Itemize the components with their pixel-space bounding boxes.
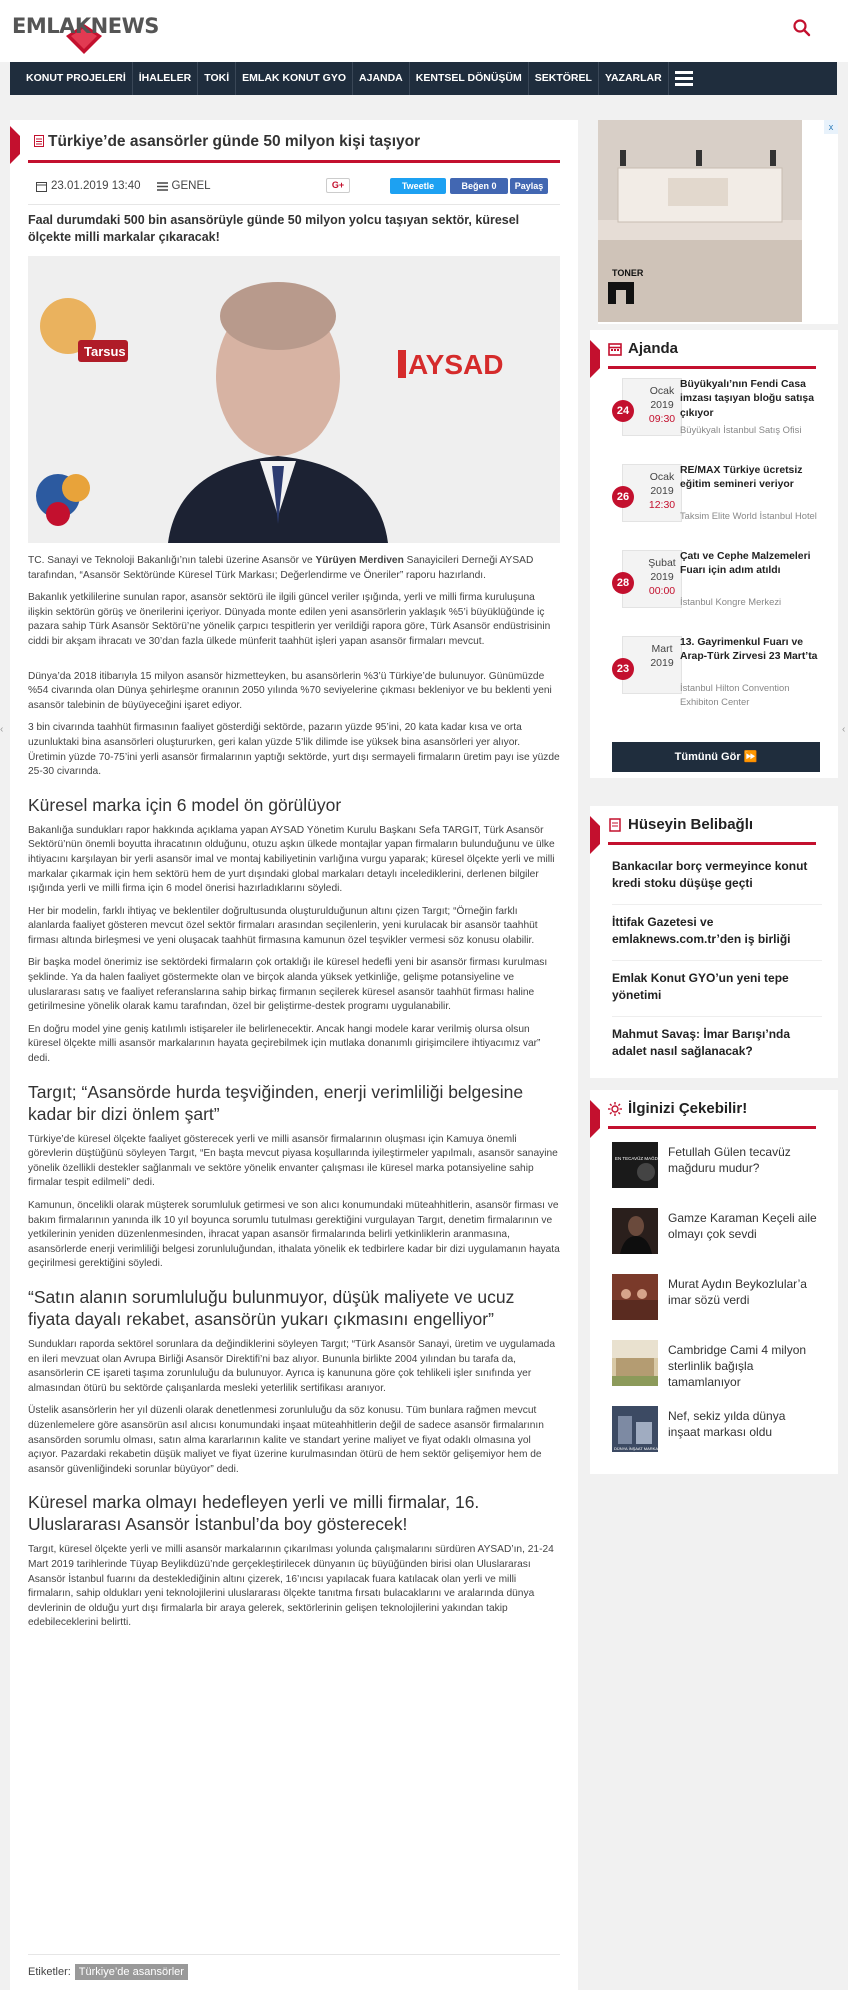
thumb-caption: DÜNYA İNŞAAT MARKASI [614, 1446, 662, 1451]
list-icon [157, 181, 168, 192]
agenda-item-title[interactable]: Çatı ve Cephe Malzemeleri Fuarı için adım atıldı [680, 551, 811, 577]
section-heading: Targıt; “Asansörde hurda teşviğinden, enerji verimliliği belgesine kadar bir dizi önlem şart” [28, 1081, 524, 1124]
agenda-item-place: İstanbul Kongre Merkezi [680, 596, 782, 607]
author-article-link[interactable]: İttifak Gazetesi ve emlaknews.com.tr’den iş birliği [612, 915, 791, 946]
related-item-title[interactable]: Fetullah Gülen tecavüz mağduru mudur? [668, 1145, 791, 1175]
related-thumb[interactable] [612, 1208, 658, 1254]
nav-item-emlak-konut-gyo[interactable]: EMLAK KONUT GYO [236, 62, 353, 95]
corner-ribbon-icon [590, 340, 600, 378]
paragraph: Sundukları raporda sektörel sorunlara da değindiklerini söyleyen Targıt; “Türk Asansör Sanayi, üretim ve uygulamada en ileri mevzuat olan Avrupa Birliği Asansör Direktifi’ni baz alıyor. Bununla birlikte 2004 yılından bu tarafa da, asansörlerin CE işareti taşıma zorunluluğu da bulunuyor. Ayrıca iş kanununa göre çok tehlikeli işler sınıfında yer almasından ötürü bu sektörde çalışanlarda mesleki yeterlilik sertifikası aranıyor. [28, 1338, 556, 1394]
related-item[interactable] [612, 1274, 822, 1320]
date-time: 00:00 [648, 585, 676, 597]
article-title: Türkiye’de asansörler günde 50 milyon kişi taşıyor [48, 133, 421, 150]
divider [28, 1954, 560, 1955]
paragraph: Dünya’da 2018 itibarıyla 15 milyon asansör hizmetteyken, bu asansörlerin %3’ü Türkiye’de bulunuyor. Günümüzde %54 civarında olan Dünya şehirleşme oranının 2050 yılında %70 seviyelerine çıkması bekleniyor ve bu beklenti yeni asansör talebinin de büyüyeceğini işaret ediyor. [28, 670, 552, 711]
related-item-title[interactable]: Cambridge Cami 4 milyon sterlinlik bağışla tamamlanıyor [668, 1343, 807, 1389]
inline-link-yuruyen-merdiven[interactable]: Yürüyen Merdiven [315, 555, 404, 566]
scroll-right-arrow[interactable]: ‹ [842, 724, 846, 735]
related-thumb[interactable] [612, 1274, 658, 1320]
agenda-item-title[interactable]: RE/MAX Türkiye ücretsiz eğitim semineri veriyor [680, 465, 803, 491]
hamburger-icon[interactable] [669, 62, 699, 95]
agenda-item[interactable] [612, 636, 822, 720]
title-underline [608, 1126, 816, 1129]
logo-text-emlak: EMLAK [12, 14, 91, 38]
author-title[interactable] [608, 816, 753, 833]
title-underline [608, 842, 816, 845]
related-item-title[interactable]: Murat Aydın Beykozlular’a imar sözü verdi [668, 1277, 807, 1307]
nav-item-kentsel-donusum[interactable]: KENTSEL DÖNÜŞÜM [410, 62, 529, 95]
hero-photo [28, 256, 560, 543]
site-logo[interactable] [12, 10, 159, 56]
date-month: Şubat [648, 557, 676, 569]
date-day-badge: 23 [612, 658, 634, 680]
related-item[interactable] [612, 1142, 822, 1188]
related-item-title[interactable]: Gamze Karaman Keçeli aile olmayı çok sevdi [668, 1211, 817, 1241]
nav-item-sektorel[interactable]: SEKTÖREL [529, 62, 599, 95]
advertisement[interactable] [598, 120, 838, 324]
corner-ribbon-icon [10, 126, 20, 164]
related-item[interactable] [612, 1208, 822, 1254]
paragraph: Üstelik asansörlerin her yıl düzenli olarak denetlenmesi zorunluluğu da söz konusu. Tüm bunlara rağmen mevcut düzenlemelere göre asansörün asıl alıcısı konumundaki inşaat müteahhitlerin değil de sadece asansör firmalarının asansörden sorumlu olması, satın alma kararlarının kalite ve standart yerine maliyet ve fiyat odaklı olmasına yol açıyor. Pazardaki rekabetin düşük maliyet ve fiyat üzerine kurulmasından ötürü de hem sektör gelişemiyor hem de asansör güvenliğindeki sorunlar büyüyor” dedi. [28, 1405, 544, 1475]
related-title [608, 1100, 747, 1117]
nav-item-ihaleler[interactable]: İHALELER [133, 62, 199, 95]
paragraph: Kamunun, öncelikli olarak müşterek sorumluluk getirmesi ve son alıcı konumundaki müteahhitlerin, asansör firması ve bakım firmalarının yanında ilk 10 yıl boyunca sorumlu tutulması gerektiğini vurgulayan Targıt, denetim firmalarının ve yetkilerinin yeniden düzenlenmesinden, ihracat yapan asansör firmalarında belirli yetkinliklerin aranmasına, asansörlerde enerji verimliliği belgesi zorunluluğundan, ithalata yönelik ek tedbirlere kadar bir dizi uygulamanın hayata geçirilmesi gerektiğini söyledi. [28, 1200, 560, 1270]
paragraph: Bakanlık yetkililerine sunulan rapor, asansör sektörü ile ilgili güncel veriler ışığında, yerli ve milli firma kuruluşuna ilişkin sektörün görüş ve önerilerini içeriyor. Dünyada monte edilen yeni asansörlerin yaklaşık %5’i büyüklüğünde iç pazara sahip Türk Asansör Sektörü’ne yönelik çarpıcı tespitlerin yer verildiği rapora göre, Türk Asansör endüstrisinin ciddi bir akşam ihracatı ve 30’dan fazla ülkede münferit taahhüt işleri yapan asansör firmaları mevcut. [28, 592, 551, 647]
date-year: 2019 [650, 657, 674, 669]
paragraph: Her bir modelin, farklı ihtiyaç ve beklentiler doğrultusunda oluşturulduğunun altını çizen Targıt; “Örneğin farklı alanlarda faaliyet gösteren mevcut özel sektör firmaları arasından seçilenlerin, yeni kurulacak bir asansör taahhüt firması altında birleşmesi ve yeni oluşacak taahhüt firmasına kamunun özel teşvikler vermesi söz konusu olabilir. [28, 905, 538, 946]
agenda-item-place: İstanbul Hilton Convention Exhibiton Center [680, 682, 790, 707]
related-thumb[interactable] [612, 1406, 662, 1452]
nav-item-konut-projeleri[interactable]: KONUT PROJELERİ [20, 62, 133, 95]
related-thumb[interactable] [612, 1142, 668, 1188]
paragraph: 3 bin civarında taahhüt firmasının faaliyet gösterdiği sektörde, pazarın yüzde 95’ini, 20 kata kadar kısa ve orta uzunluktaki bina asansörleri oluştururken, geri kalan yüzde 5’lik dilimde ise yüksek bina asansörleri yer alıyor. Üretimin yüzde 70-75’ini yerli asansör firmalarının yaptığı sektörde, yurt dışı sermayeli firmaların üretim payı ise yüzde 25-30 civarında. [28, 722, 560, 778]
divider [612, 904, 822, 905]
paragraph [28, 554, 560, 583]
title-underline [608, 366, 816, 369]
corner-ribbon-icon [590, 1100, 600, 1138]
paragraph-text: Sanayicileri Derneği AYSAD tarafından, “Asansör Sektöründe Küresel Türk Markası; Değerlendirme ve Öneriler” raporu hazırlandı. [28, 555, 534, 581]
agenda-title-text: Ajanda [628, 340, 679, 357]
thumb-caption: EN TECAVÜZ MAĞDURU [615, 1156, 668, 1161]
author-name[interactable]: Hüseyin Belibağlı [628, 816, 754, 833]
corner-ribbon-icon [590, 816, 600, 854]
section-heading: Küresel marka olmayı hedefleyen yerli ve milli firmalar, 16. Uluslararası Asansör İstanbul’da boy gösterecek! [28, 1492, 480, 1535]
see-all-button[interactable]: Tümünü Gör ⏩ [612, 742, 820, 772]
related-item-title[interactable]: Nef, sekiz yılda dünya inşaat markası oldu [668, 1409, 786, 1439]
article-card [10, 120, 578, 1990]
article-category[interactable] [157, 180, 211, 192]
document-icon [34, 135, 44, 147]
ad-close-icon[interactable]: x [824, 120, 838, 134]
hero-logo-tarsus: Tarsus [84, 344, 126, 359]
title-underline [28, 160, 560, 163]
agenda-widget [590, 330, 838, 778]
agenda-item-place: Büyükyalı İstanbul Satış Ofisi [680, 424, 802, 435]
tag-link[interactable]: Türkiye’de asansörler [75, 1964, 188, 1980]
hero-logo-aysad: AYSAD [408, 349, 504, 380]
agenda-item-title[interactable]: 13. Gayrimenkul Fuarı ve Arap-Türk Zirvesi 23 Mart’ta [680, 637, 818, 663]
divider [28, 204, 560, 205]
ad-brand: TONER [612, 268, 644, 278]
author-article-link[interactable]: Mahmut Savaş: İmar Barışı’nda adalet nasıl sağlanacak? [612, 1027, 791, 1058]
paragraph: Targıt, küresel ölçekte yerli ve milli asansör markalarının çıkarılması yolunda çalışmalarını sürdüren AYSAD’ın, 21-24 Mart 2019 tarihlerinde Tüyap Beylikdüzü’nde gerçekleştirilecek dünyanın üç büyüğünden birisi olan Uluslararası Asansör İstanbul fuarını da desteklediğinin altını çizerek, 16’ıncısı yapılacak fuara katılacak olan yerli ve milli firmaların, sahip oldukları yeni teknolojilerini uluslararası ölçekte tanıtma fırsatı bulacaklarını ve aralarında dünya devlerinin de olduğu yurt dışı firmalarla bir araya gelerek, sektörlerinin gelişen teknolojilerini yakından takip edebileceklerini belirtti. [28, 1544, 554, 1629]
main-nav [10, 62, 837, 95]
nav-item-toki[interactable]: TOKİ [198, 62, 236, 95]
date-day-badge: 28 [612, 572, 634, 594]
scroll-left-arrow[interactable]: ‹ [0, 724, 4, 735]
article-meta [36, 180, 211, 192]
date-year: 2019 [650, 571, 674, 583]
date-month: Ocak [649, 385, 675, 397]
agenda-item[interactable] [612, 464, 822, 534]
date-month: Mart [651, 643, 673, 655]
related-item[interactable] [612, 1340, 822, 1389]
related-thumb[interactable] [612, 1340, 658, 1386]
document-icon [608, 818, 622, 832]
date-day-badge: 26 [612, 486, 634, 508]
tweet-button[interactable]: Tweetle [390, 178, 446, 194]
section-heading: Küresel marka için 6 model ön görülüyor [28, 794, 342, 815]
article-body [28, 554, 560, 1639]
facebook-share-button[interactable]: Paylaş [510, 178, 548, 194]
paragraph: Bir başka model önerimiz ise sektördeki firmaların çok ortaklığı ile küresel hedefli yeni bir asansör firması kurulması şeklinde. Ya da halen faaliyet göstermekte olan ve birçok alanda yüksek yetkinliğe, gelişme potansiyeline ve uluslararası satış ve faaliyet referanslarına sahip birkaç firmanın seçilerek küresel asansör taahhüt firması haline getirilmesine yönelik olarak kamu tarafından, özel bir geliştirme-destek programı uygulanabilir. [28, 957, 548, 1013]
logo-text-news: NEWS [90, 14, 159, 38]
author-article-link[interactable]: Emlak Konut GYO’un yeni tepe yönetimi [612, 971, 789, 1002]
agenda-item[interactable] [612, 550, 822, 620]
date-day-badge: 24 [612, 400, 634, 422]
category-label: GENEL [171, 180, 211, 192]
date-year: 2019 [650, 399, 674, 411]
agenda-title [608, 340, 678, 357]
author-widget [590, 806, 838, 1078]
nav-item-yazarlar[interactable]: YAZARLAR [599, 62, 669, 95]
paragraph-text: TC. Sanayi ve Teknoloji Bakanlığı’nın talebi üzerine Asansör ve [28, 555, 316, 566]
related-widget [590, 1090, 838, 1474]
ad-image [598, 120, 802, 322]
calendar-icon [36, 181, 47, 192]
facebook-like-button[interactable]: Beğen 0 [450, 178, 508, 194]
date-year: 2019 [650, 485, 674, 497]
paragraph: Bakanlığa sundukları rapor hakkında açıklama yapan AYSAD Yönetim Kurulu Başkanı Sefa TARGIT, Türk Asansör Sektörü’nün önemli boyutta ihracatının olduğunu, otuzu aşkın ülkede montajlar yapan firmaların bulunduğunu ve ülke ihtiyacını karşılayan bir yerli asansör imal ve montaj kabiliyetinin varlığına vurgu yaparak; küresel ölçekte yerli ve milli markalar çıkarmak için hem sektörü hem de yurt dışındaki global markaları detaylı incelediklerini, derlenen bilgiler ışığında yerli ve milli firma için 6 model önerisi hazırladıklarını söyledi. [28, 824, 555, 895]
paragraph: Türkiye’de küresel ölçekte faaliyet gösterecek yerli ve milli asansör firmalarının oluşması için Kamuya önemli görevlerin düştüğünü söyleyen Targıt, “En başta mevcut piyasa koşullarında iyileştirmeler yapılmalı, asansör sanayine yönelik özellikli destekler sağlanmalı ve sektöre yönelik envanter çalışması ile küresel marka potansiyeline sahip firmalar tespit edilmeli” dedi. [28, 1133, 558, 1189]
date-month: Ocak [649, 471, 675, 483]
divider [612, 960, 822, 961]
sun-icon [608, 1102, 622, 1116]
site-header [0, 0, 848, 62]
related-title-text: İlginizi Çekebilir! [628, 1100, 748, 1117]
paragraph: En doğru model yine geniş katılımlı istişareler ile belirlenecektir. Ancak hangi modele karar verilmiş olursa olsun küresel ölçekte milli asansör markalarının hayata geçirebilmek için mutlaka donanımlı girişimcilere ihtiyacımız var” dedi. [28, 1023, 541, 1065]
gplus-share-button[interactable]: G+ [326, 178, 350, 193]
agenda-item-place: Taksim Elite World İstanbul Hotel [680, 510, 817, 521]
calendar-icon [608, 342, 622, 356]
related-item[interactable] [612, 1406, 822, 1452]
logo-text [12, 14, 159, 38]
nav-item-ajanda[interactable]: AJANDA [353, 62, 410, 95]
search-icon[interactable] [792, 18, 812, 38]
agenda-item-title[interactable]: Büyükyalı’nın Fendi Casa imzası taşıyan bloğu satışa çıkıyor [680, 379, 814, 419]
article-hero-image [28, 256, 560, 543]
agenda-item[interactable] [612, 378, 822, 448]
date-time: 09:30 [648, 413, 676, 425]
tags-row [28, 1964, 188, 1980]
divider [612, 1016, 822, 1017]
author-article-link[interactable]: Bankacılar borç vermeyince konut kredi stoku düşüşe geçti [612, 859, 808, 890]
section-heading: “Satın alanın sorumluluğu bulunmuyor, düşük maliyete ve ucuz fiyata dayalı rekabet, asansörün yukarı çıkmasını engelliyor” [28, 1286, 515, 1329]
article-date: 23.01.2019 13:40 [51, 180, 141, 192]
article-lead: Faal durumdaki 500 bin asansörüyle günde 50 milyon yolcu taşıyan sektör, küresel ölçekte milli markalar çıkaracak! [28, 213, 520, 244]
date-time: 12:30 [648, 499, 676, 511]
tags-label: Etiketler: [28, 1966, 71, 1978]
